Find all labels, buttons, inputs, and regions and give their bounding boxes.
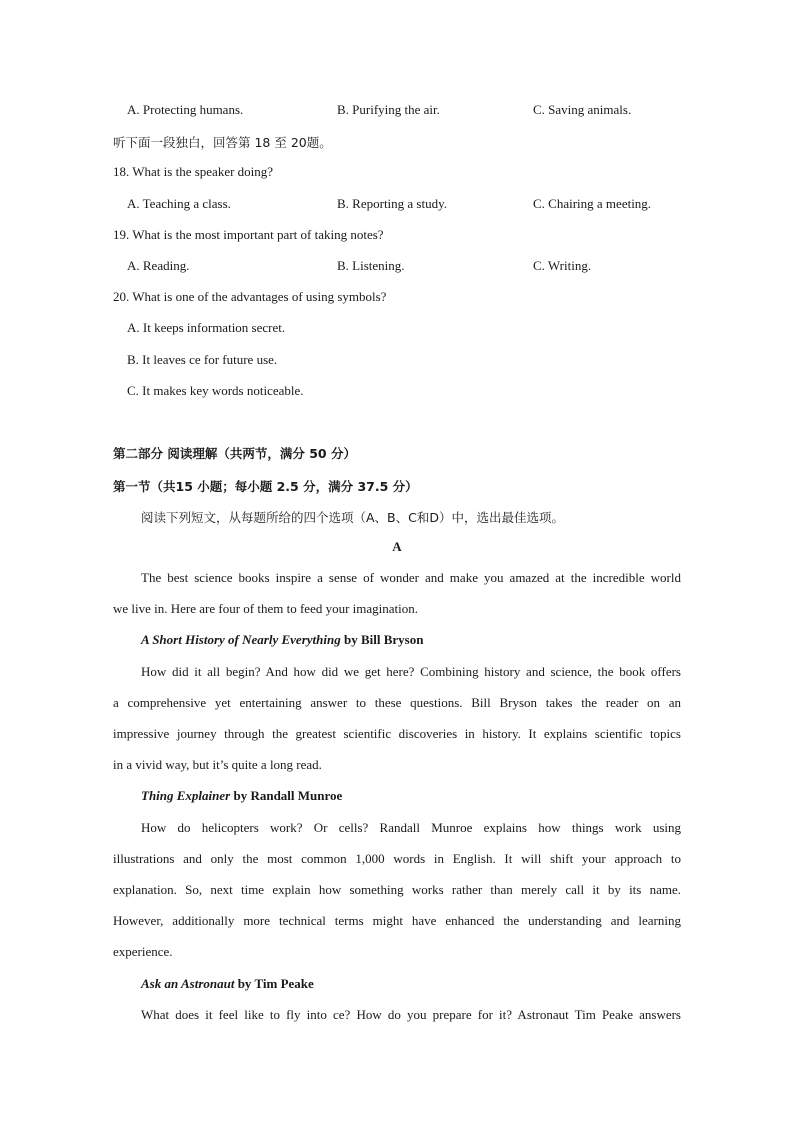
passage-label: A xyxy=(392,539,402,554)
q20-option-a[interactable]: A. It keeps information secret. xyxy=(127,320,286,335)
book2-title: Thing Explainer xyxy=(141,788,231,803)
intro-line-1: The best science books inspire a sense of wonder and make you amazed at the incredible world xyxy=(141,570,681,585)
book2-heading xyxy=(141,788,681,804)
book3-title: Ask an Astronaut xyxy=(141,976,235,991)
q17-option-a[interactable]: A. Protecting humans. xyxy=(127,102,244,117)
q19-option-c[interactable]: C. Writing. xyxy=(533,258,592,273)
part2-heading: 第二部分 阅读理解（共两节，满分 50 分） xyxy=(113,446,356,461)
monologue-instruction: 听下面一段独白，回答第 18 至 20题。 xyxy=(113,135,332,150)
q19-option-b[interactable]: B. Listening. xyxy=(337,258,405,273)
q20-option-c[interactable]: C. It makes key words noticeable. xyxy=(127,383,304,398)
section1-heading: 第一节（共15 小题；每小题 2.5 分，满分 37.5 分） xyxy=(113,479,418,494)
book2-line-4: However, additionally more technical terms might have enhanced the understanding and learning xyxy=(113,913,681,928)
book3-line-1: What does it feel like to fly into ce? How do you prepare for it? Astronaut Tim Peake answers xyxy=(141,1007,681,1022)
q17-option-c[interactable]: C. Saving animals. xyxy=(533,102,632,117)
q18-option-b[interactable]: B. Reporting a study. xyxy=(337,196,448,211)
q20-option-b[interactable]: B. It leaves ce for future use. xyxy=(127,352,278,367)
book1-heading xyxy=(141,632,681,648)
book1-line-3: impressive journey through the greatest scientific discoveries in history. It explains scientific topics xyxy=(113,726,681,741)
book1-title: A Short History of Nearly Everything xyxy=(141,632,341,647)
q19-question: 19. What is the most important part of taking notes? xyxy=(113,227,384,242)
q18-question: 18. What is the speaker doing? xyxy=(113,164,274,179)
book2-line-3: explanation. So, next time explain how something works rather than merely call it by its name. xyxy=(113,882,681,897)
book1-author: by Bill Bryson xyxy=(340,632,424,647)
book1-line-4: in a vivid way, but it’s quite a long read. xyxy=(113,757,322,772)
q17-option-b[interactable]: B. Purifying the air. xyxy=(337,102,440,117)
book1-line-2: a comprehensive yet entertaining answer to these questions. Bill Bryson takes the reader on an xyxy=(113,695,681,710)
book3-author: by Tim Peake xyxy=(234,976,314,991)
book2-line-1: How do helicopters work? Or cells? Randall Munroe explains how things work using xyxy=(141,820,681,835)
q18-option-a[interactable]: A. Teaching a class. xyxy=(127,196,231,211)
q18-option-c[interactable]: C. Chairing a meeting. xyxy=(533,196,652,211)
book2-author: by Randall Munroe xyxy=(230,788,343,803)
book2-line-2: illustrations and only the most common 1,000 words in English. It will shift your approach to xyxy=(113,851,681,866)
q20-question: 20. What is one of the advantages of using symbols? xyxy=(113,289,387,304)
q19-option-a[interactable]: A. Reading. xyxy=(127,258,190,273)
book3-heading xyxy=(141,976,681,992)
book1-line-1: How did it all begin? And how did we get here? Combining history and science, the book offers xyxy=(141,664,681,679)
intro-line-2: we live in. Here are four of them to feed your imagination. xyxy=(113,601,419,616)
reading-instruction: 阅读下列短文，从每题所给的四个选项（A、B、C和D）中，选出最佳选项。 xyxy=(141,510,564,525)
book2-line-5: experience. xyxy=(113,944,173,959)
